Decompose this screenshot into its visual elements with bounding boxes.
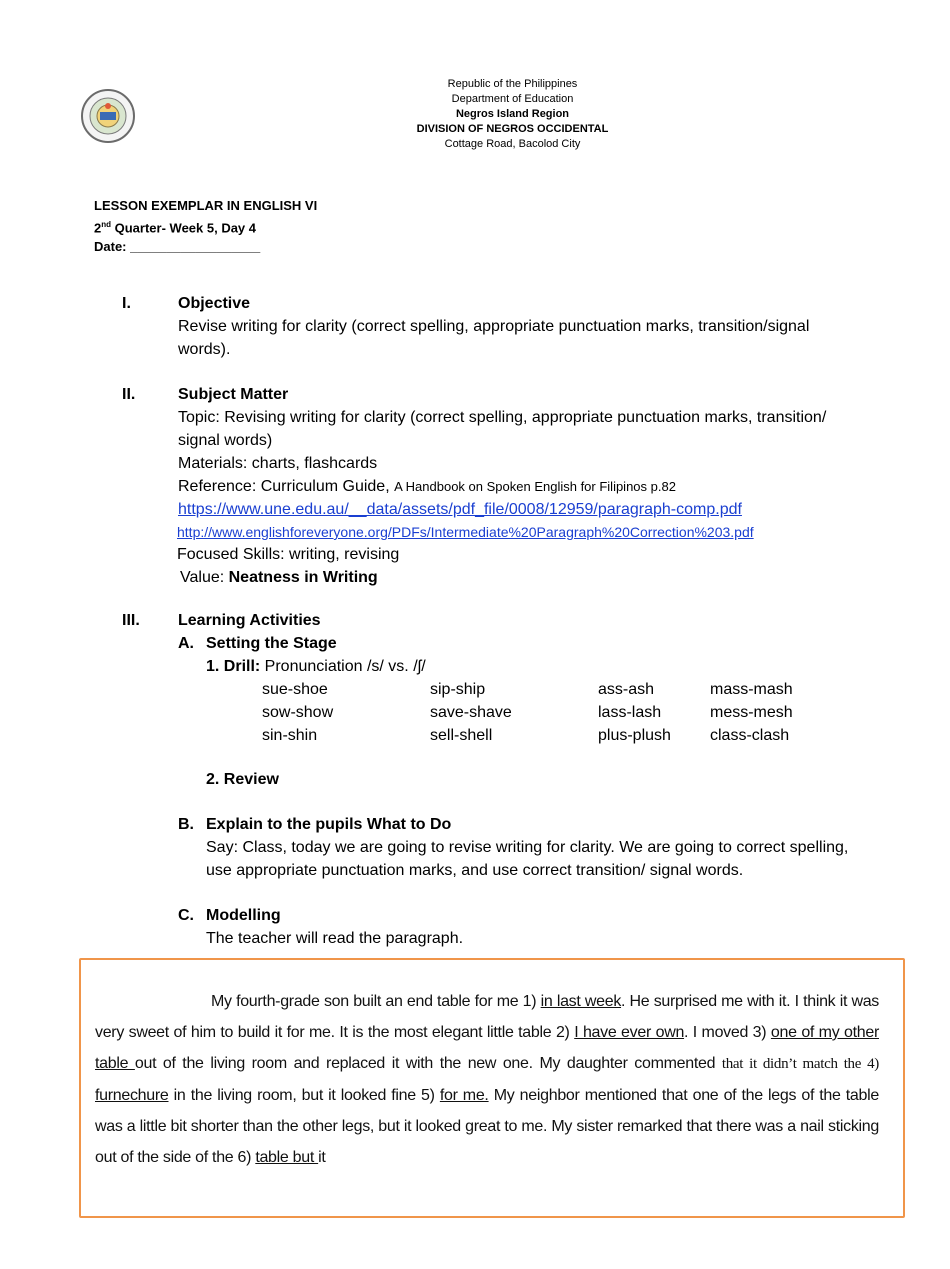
section-number-i: I. [122,295,131,312]
deped-seal [80,88,136,144]
quarter-suffix: nd [101,220,112,229]
drill-row [262,724,820,747]
error-item-5: for me. [439,1087,489,1104]
error-item-4: furnechure [95,1087,169,1104]
activity-c-label: C. [178,907,194,924]
reference-label: Reference: Curriculum Guide, [178,478,395,495]
drill-pair: sell-shell [430,727,493,744]
drill-row [262,701,820,724]
reference-handbook: A Handbook on Spoken English for Filipinos p.82 [394,479,676,494]
section-number-iii: III. [122,612,140,629]
error-item-2: I have ever own [574,1024,685,1041]
section-objective [178,292,818,361]
lesson-title: LESSON EXEMPLAR IN ENGLISH VI [94,198,318,213]
drill-pair: lass-lash [598,704,662,721]
drill-pair: sip-ship [430,681,486,698]
activities-heading: Learning Activities [178,612,321,629]
lesson-info [94,196,317,256]
drill-line [206,655,426,678]
quarter-number: 2 [94,220,102,236]
paragraph-text: out of the living room and replaced it with the new one. My daughter commented [134,1055,722,1072]
drill-pair: plus-plush [598,727,671,744]
value-label: Value: [180,569,229,586]
header-department: Department of Education [451,93,574,105]
drill-pair: ass-ash [598,681,655,698]
drill-pair: mass-mash [710,681,793,698]
subject-heading: Subject Matter [178,386,289,403]
error-item-3: one of my other table [95,1024,879,1072]
drill-pair: mess-mesh [710,704,793,721]
paragraph-box [79,958,905,1218]
section-number-ii: II. [122,386,136,403]
activity-a-heading: Setting the Stage [206,635,337,652]
lesson-date: Date: __________________ [94,239,261,255]
error-item-6: table but [255,1149,319,1166]
activity-c [206,904,806,950]
subject-skills: Focused Skills: writing, revising [177,546,400,563]
drill-row [262,678,820,701]
activity-c-text: The teacher will read the paragraph. [206,930,464,947]
paragraph-text: My fourth-grade son built an end table for me 1) [211,993,541,1010]
quarter-week-day: Quarter- Week 5, Day 4 [111,220,257,236]
subject-topic: Topic: Revising writing for clarity (correct spelling, appropriate punctuation marks, transition/ signal words) [178,409,827,449]
review-heading: 2. Review [206,771,279,788]
activity-c-heading: Modelling [206,907,281,924]
header-region: Negros Island Region [455,108,570,120]
reference-link-une[interactable]: https://www.une.edu.au/__data/assets/pdf_file/0008/12959/paragraph-comp.pdf [178,501,742,518]
objective-text: Revise writing for clarity (correct spelling, appropriate punctuation marks, transition/signal words). [178,318,810,358]
paragraph-text: . I moved 3) [684,1024,771,1041]
header-republic: Republic of the Philippines [447,78,578,90]
document-header [375,77,650,152]
error-item-1: in last week [540,993,622,1010]
paragraph-text: My neighbor mentioned that one of the legs of the table was a little bit shorter than the other legs, but it looked great to me. My sister remarked that there was a nail sticking out of the side of the 6) [95,1087,879,1166]
section-subject-matter [178,383,878,589]
activity-b-text: Say: Class, today we are going to revise writing for clarity. We are going to correct spelling, use appropriate punctuation marks, and use correct transition/ signal words. [206,839,849,879]
drill-text: Pronunciation /s/ vs. /ʃ/ [260,658,426,675]
header-address: Cottage Road, Bacolod City [444,138,581,150]
paragraph-text: in the living room, but it looked fine 5) [168,1087,440,1104]
paragraph-text: it [318,1149,326,1166]
activity-b-heading: Explain to the pupils What to Do [206,816,452,833]
value-text: Neatness in Writing [228,569,378,586]
subject-value [180,566,878,589]
paragraph-text: that it didn’t match the 4) [721,1056,879,1072]
objective-heading: Objective [178,295,251,312]
paragraph-text: . He surprised me with it. I think it was very sweet of him to build it for me. It is the most elegant little table 2) [95,993,879,1041]
subject-reference [178,475,878,498]
correction-paragraph [95,986,879,1173]
drill-label: 1. Drill: [206,658,261,675]
activity-b-label: B. [178,816,194,833]
reference-link-englishforeveryone[interactable]: http://www.englishforeveryone.org/PDFs/Intermediate%20Paragraph%20Correction%203.pdf [177,524,754,540]
activity-a-label: A. [178,635,194,652]
header-division: DIVISION OF NEGROS OCCIDENTAL [416,123,609,135]
drill-table [262,678,820,747]
subject-materials: Materials: charts, flashcards [178,455,378,472]
drill-pair: sow-show [262,704,334,721]
drill-pair: class-clash [710,727,790,744]
drill-pair: save-shave [430,704,512,721]
drill-pair: sin-shin [262,727,318,744]
drill-pair: sue-shoe [262,681,328,698]
activity-b [206,813,876,882]
lesson-quarter [94,215,317,237]
